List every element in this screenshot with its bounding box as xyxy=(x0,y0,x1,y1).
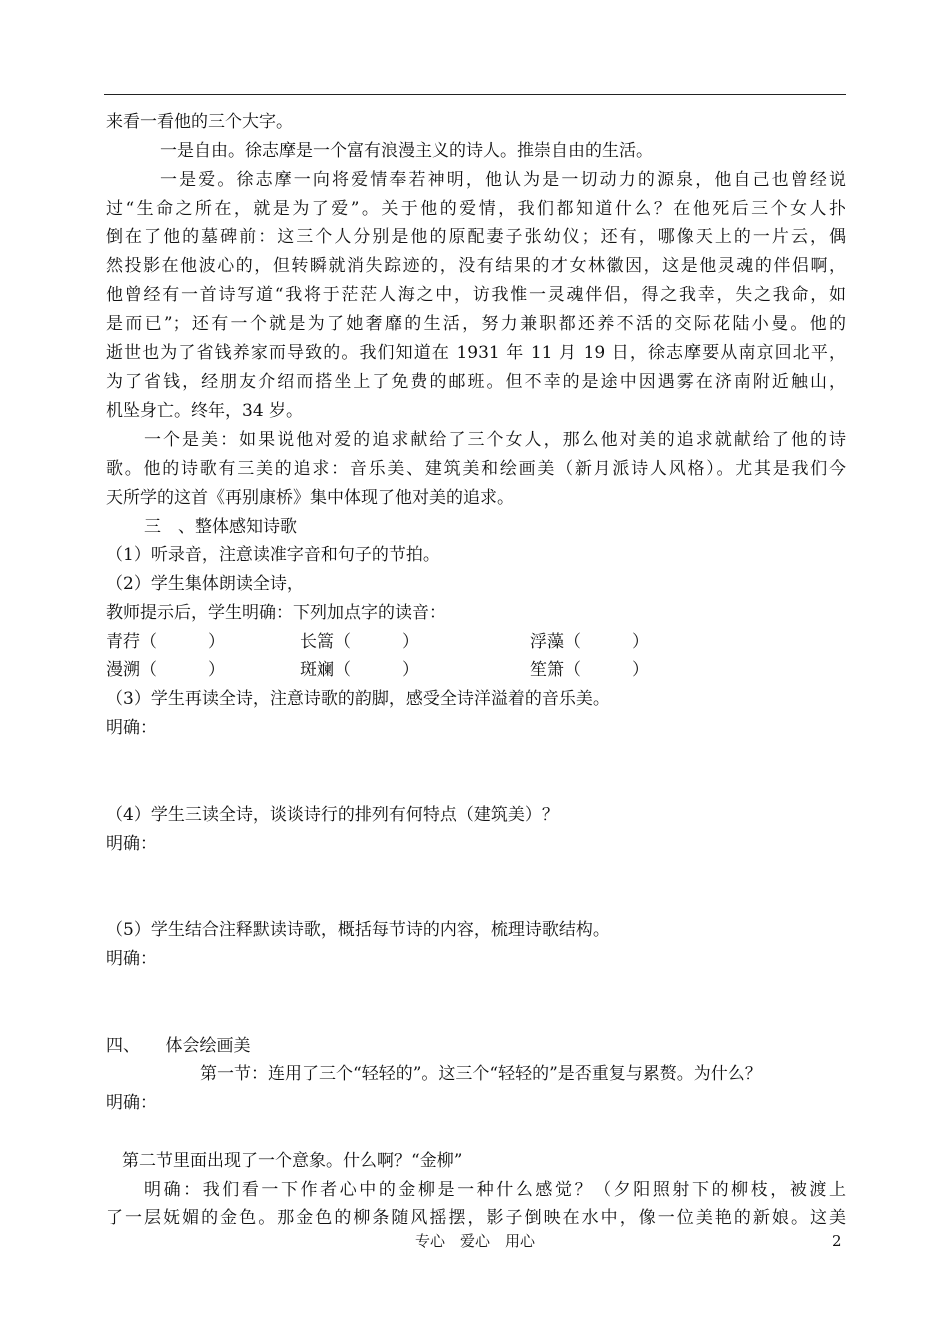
section-heading: 三 、整体感知诗歌 xyxy=(144,517,297,537)
text-line: 为了省钱，经朋友介绍而搭坐上了免费的邮班。但不幸的是途中因遇雾在济南附近触山， xyxy=(106,372,846,392)
footer-motto: 专心 爱心 用心 xyxy=(414,1232,535,1250)
answer-label: 明确： xyxy=(106,834,157,854)
pronunciation-item: 青荇（ ） xyxy=(106,632,225,652)
text-line: 机坠身亡。终年，34 岁。 xyxy=(106,401,304,421)
text-line: 一个是美：如果说他对爱的追求献给了三个女人，那么他对美的追求就献给了他的诗 xyxy=(144,430,846,450)
text-line: 歌。他的诗歌有三美的追求：音乐美、建筑美和绘画美（新月派诗人风格）。尤其是我们今 xyxy=(106,459,846,479)
text-line: 一是自由。徐志摩是一个富有浪漫主义的诗人。推崇自由的生活。 xyxy=(160,141,653,161)
pronunciation-item: 笙箫（ ） xyxy=(530,660,649,680)
text-line: 是而已”；还有一个就是为了她奢靡的生活，努力兼职都还养不活的交际花陆小曼。他的 xyxy=(106,314,846,334)
text-line: 逝世也为了省钱养家而导致的。我们知道在 1931 年 11 月 19 日，徐志摩要从南京回北平， xyxy=(106,343,846,363)
answer-label: 明确： xyxy=(106,949,157,969)
text-line: （3）学生再读全诗，注意诗歌的韵脚，感受全诗洋溢着的音乐美。 xyxy=(106,689,610,709)
pronunciation-item: 长篙（ ） xyxy=(300,632,419,652)
text-line: 倒在了他的墓碑前：这三个人分别是他的原配妻子张幼仪；还有，哪像天上的一片云，偶 xyxy=(106,227,846,247)
header-rule xyxy=(104,94,846,95)
page-number: 2 xyxy=(832,1232,842,1250)
text-line: 了一层妩媚的金色。那金色的柳条随风摇摆，影子倒映在水中，像一位美艳的新娘。这美 xyxy=(106,1208,846,1228)
text-line: 他曾经有一首诗写道“我将于茫茫人海之中，访我惟一灵魂伴侣，得之我幸，失之我命，如 xyxy=(106,285,846,305)
pronunciation-item: 浮藻（ ） xyxy=(530,632,649,652)
answer-label: 明确： xyxy=(106,1093,157,1113)
answer-label: 明确： xyxy=(106,718,157,738)
section-heading: 四、 体会绘画美 xyxy=(106,1036,251,1056)
text-line: （4）学生三读全诗，谈谈诗行的排列有何特点（建筑美）？ xyxy=(106,805,559,825)
pronunciation-item: 斑斓（ ） xyxy=(300,660,419,680)
text-line: 然投影在他波心的，但转瞬就消失踪迹的，没有结果的才女林徽因，这是他灵魂的伴侣啊， xyxy=(106,256,846,276)
text-line: 教师提示后，学生明确：下列加点字的读音： xyxy=(106,603,446,623)
pronunciation-item: 漫溯（ ） xyxy=(106,660,225,680)
text-line: 天所学的这首《再别康桥》集中体现了他对美的追求。 xyxy=(106,488,514,508)
text-line: 过“生命之所在，就是为了爱”。关于他的爱情，我们都知道什么？在他死后三个女人扑 xyxy=(106,199,846,219)
text-line: 第二节里面出现了一个意象。什么啊？“金柳” xyxy=(122,1151,463,1171)
text-line: （1）听录音，注意读准字音和句子的节拍。 xyxy=(106,545,440,565)
text-line: （2）学生集体朗读全诗， xyxy=(106,574,304,594)
text-line: 一是爱。徐志摩一向将爱情奉若神明，他认为是一切动力的源泉，他自己也曾经说 xyxy=(160,170,846,190)
text-line: 来看一看他的三个大字。 xyxy=(106,112,293,132)
text-line: 明确：我们看一下作者心中的金柳是一种什么感觉？（夕阳照射下的柳枝，被渡上 xyxy=(144,1180,846,1200)
text-line: 第一节：连用了三个“轻轻的”。这三个“轻轻的”是否重复与累赘。为什么？ xyxy=(200,1064,762,1084)
text-line: （5）学生结合注释默读诗歌，概括每节诗的内容，梳理诗歌结构。 xyxy=(106,920,610,940)
